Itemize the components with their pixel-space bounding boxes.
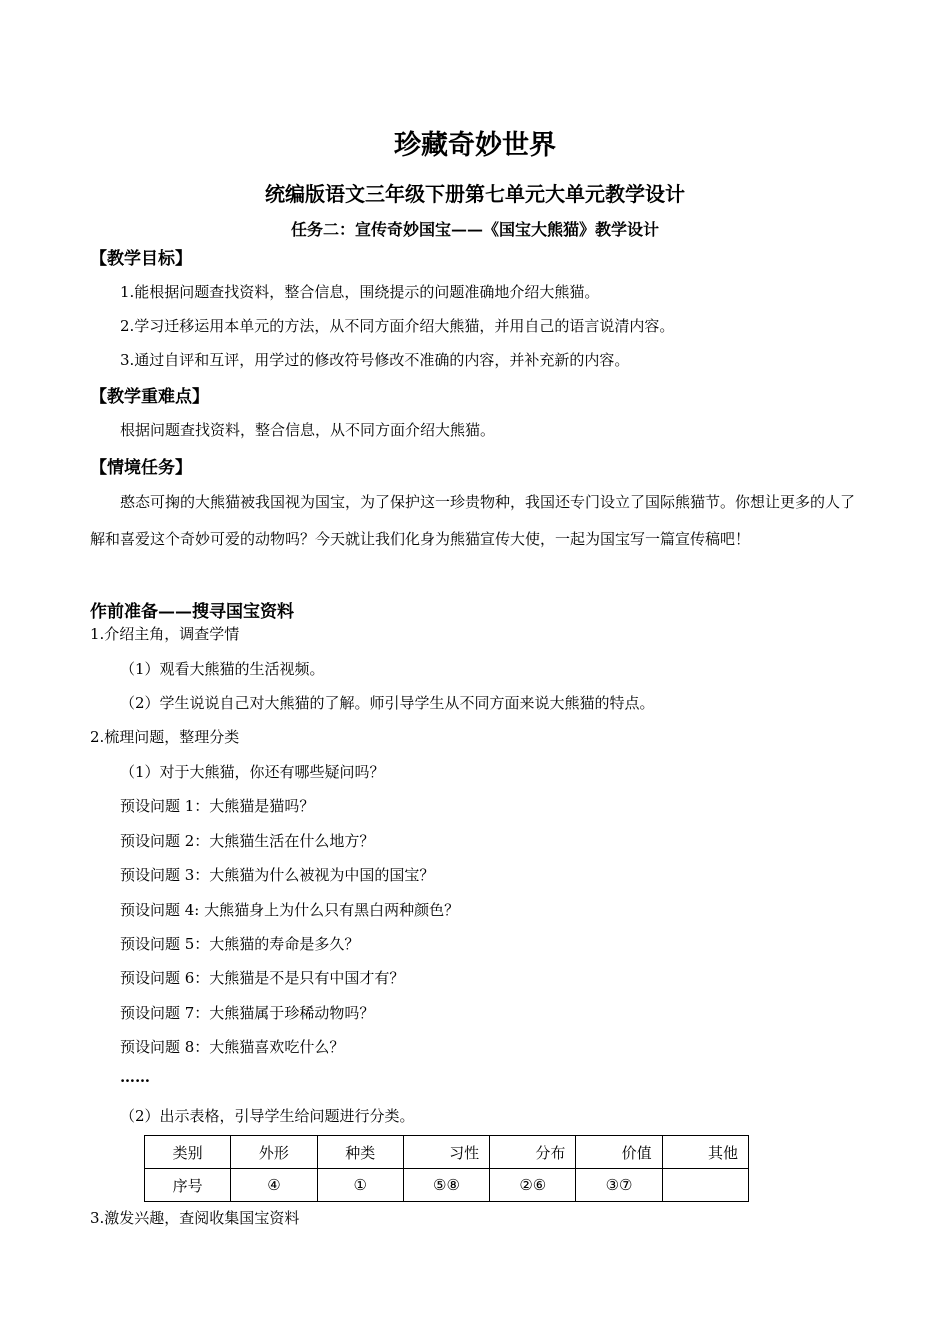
preset-question: 预设问题 6：大熊猫是不是只有中国才有？ — [120, 969, 405, 987]
step3-title: 3.激发兴趣，查阅收集国宝资料 — [90, 1209, 300, 1227]
task-title: 任务二：宣传奇妙国宝——《国宝大熊猫》教学设计 — [290, 220, 659, 239]
table-cell: 价值 — [576, 1136, 662, 1169]
preset-question: 预设问题 2：大熊猫生活在什么地方？ — [120, 832, 375, 850]
step1-item: （1）观看大熊猫的生活视频。 — [120, 660, 325, 678]
table-cell: 分布 — [490, 1136, 576, 1169]
preset-question: 预设问题 7：大熊猫属于珍稀动物吗？ — [120, 1004, 375, 1022]
objective-item: 2.学习迁移运用本单元的方法，从不同方面介绍大熊猫，并用自己的语言说清内容。 — [120, 317, 675, 335]
objective-item: 3.通过自评和互评，用学过的修改符号修改不准确的内容，并补充新的内容。 — [120, 351, 630, 369]
table-cell: ②⑥ — [490, 1169, 576, 1202]
preset-question: 预设问题 8：大熊猫喜欢吃什么？ — [120, 1038, 345, 1056]
preset-question: 预设问题 4: 大熊猫身上为什么只有黑白两种颜色？ — [120, 901, 460, 919]
classification-table — [144, 1135, 749, 1202]
preset-question: 预设问题 3：大熊猫为什么被视为中国的国宝？ — [120, 866, 435, 884]
step2-title: 2.梳理问题，整理分类 — [90, 728, 240, 746]
preset-question: 预设问题 5：大熊猫的寿命是多久？ — [120, 935, 360, 953]
table-cell: 外形 — [231, 1136, 317, 1169]
table-header-row — [145, 1136, 749, 1169]
document-subtitle: 统编版语文三年级下册第七单元大单元教学设计 — [265, 182, 685, 206]
document-title: 珍藏奇妙世界 — [394, 130, 556, 161]
step1-item: （2）学生说说自己对大熊猫的了解。师引导学生从不同方面来说大熊猫的特点。 — [120, 694, 655, 712]
objectives-heading: 【教学目标】 — [90, 249, 192, 269]
table-row — [145, 1169, 749, 1202]
table-cell: 其他 — [662, 1136, 748, 1169]
table-cell: 习性 — [403, 1136, 489, 1169]
table-cell: 类别 — [145, 1136, 231, 1169]
table-cell: 序号 — [145, 1169, 231, 1202]
table-cell: ⑤⑧ — [403, 1169, 489, 1202]
table-cell: 种类 — [317, 1136, 403, 1169]
key-points-text: 根据问题查找资料，整合信息，从不同方面介绍大熊猫。 — [120, 421, 496, 439]
prep-heading: 作前准备——搜寻国宝资料 — [90, 602, 294, 622]
table-cell — [662, 1169, 748, 1202]
scenario-text: 憨态可掬的大熊猫被我国视为国宝，为了保护这一珍贵物种，我国还专门设立了国际熊猫节。你想让更多的人了解和喜爱这个奇妙可爱的动物吗？今天就让我们化身为熊猫宣传大使，一起为国宝写一篇宣传稿吧！ — [90, 493, 856, 548]
table-cell: ③⑦ — [576, 1169, 662, 1202]
scenario-heading: 【情境任务】 — [90, 458, 192, 478]
ellipsis: …… — [120, 1068, 150, 1086]
key-points-heading: 【教学重难点】 — [90, 387, 209, 407]
table-intro: （2）出示表格，引导学生给问题进行分类。 — [120, 1107, 415, 1125]
objective-item: 1.能根据问题查找资料，整合信息，围绕提示的问题准确地介绍大熊猫。 — [120, 283, 600, 301]
step2-question: （1）对于大熊猫，你还有哪些疑问吗？ — [120, 763, 385, 781]
table-cell: ④ — [231, 1169, 317, 1202]
table-cell: ① — [317, 1169, 403, 1202]
step1-title: 1.介绍主角，调查学情 — [90, 625, 240, 643]
preset-question: 预设问题 1：大熊猫是猫吗？ — [120, 797, 315, 815]
